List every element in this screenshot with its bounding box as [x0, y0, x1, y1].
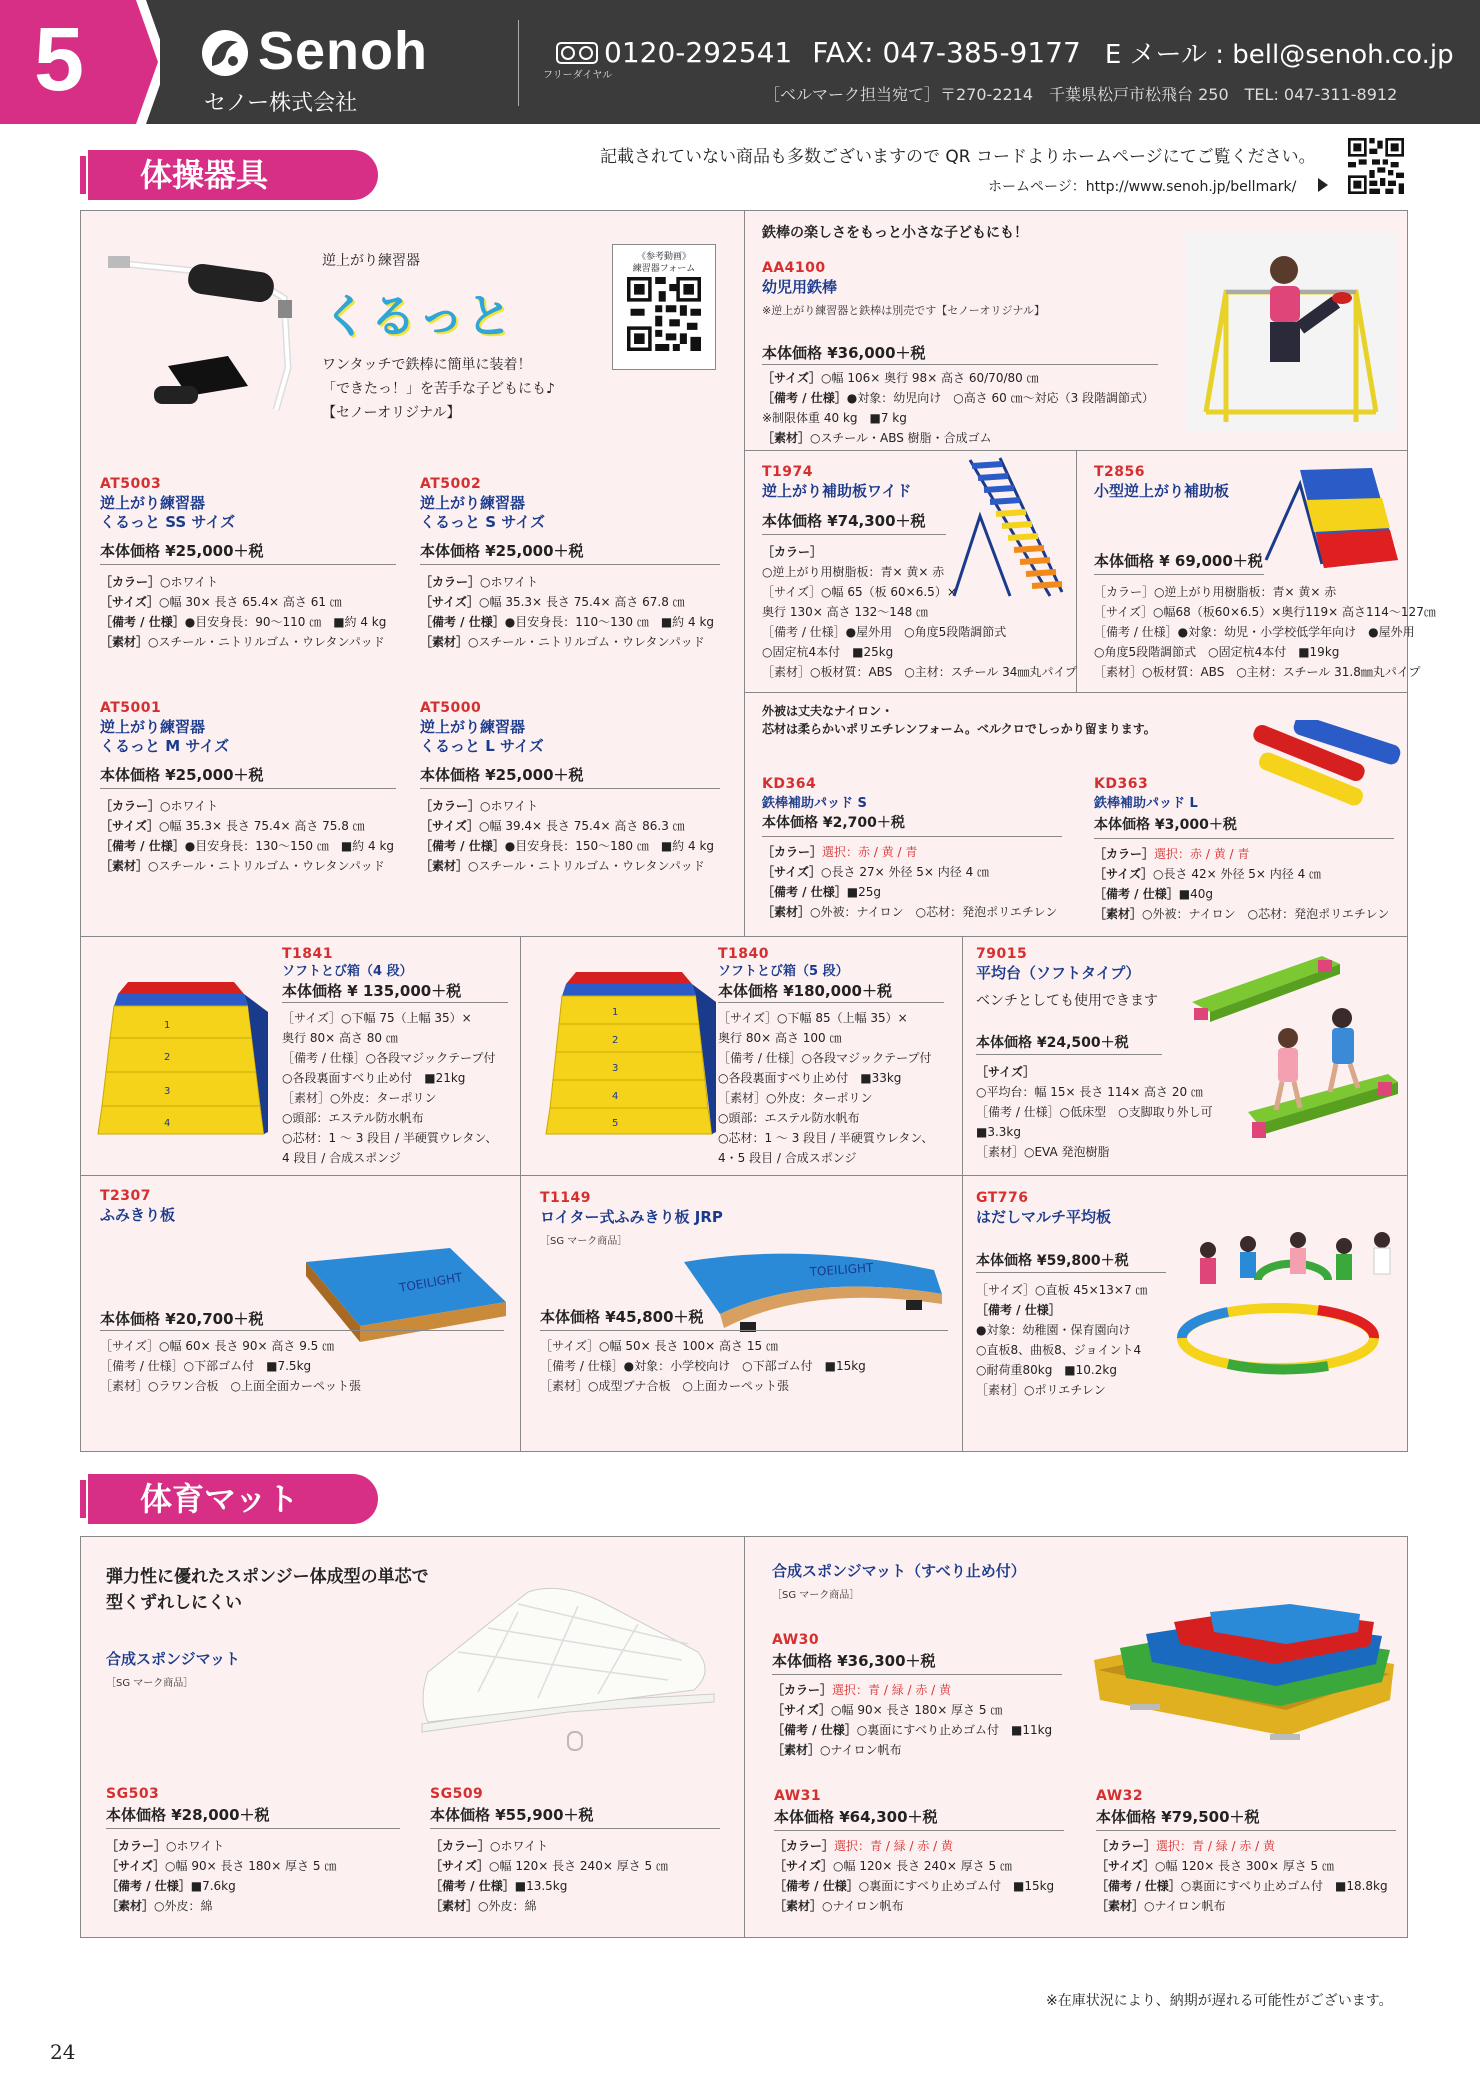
price-kd364: 本体価格 ¥2,700＋税 — [762, 815, 905, 831]
product-code-at5001: AT5001 — [100, 700, 162, 716]
header-divider — [518, 20, 519, 106]
svg-text:4: 4 — [612, 1091, 619, 1102]
specs-aw32: ［カラー］選択：青 / 緑 / 赤 / 黄 ［サイズ］○幅 120× 長さ 300× 厚さ 5 ㎝ ［備考 / 仕様］○裏面にすべり止めゴム付 ■18.8kg ［素材］○ナイロン帆布 — [1096, 1839, 1388, 1913]
mat-sg: ［SG マーク商品］ — [106, 1678, 194, 1689]
specs-gt776: ［サイズ］○直板 45×13×7 ㎝ ［備考 / 仕様］ ●対象：幼稚園・保育園向け ○直板8、曲板8、ジョイント4 ○耐荷重80kg ■10.2kg ［素材］○ポリエチレン — [976, 1283, 1148, 1397]
79015-catch: ベンチとしても使用できます — [976, 993, 1158, 1009]
product-code-t2307: T2307 — [100, 1188, 152, 1204]
fax-number: FAX: 047-385-9177 — [812, 36, 1081, 69]
aa4100-headline: 鉄棒の楽しさをもっと小さな子どもにも！ — [762, 225, 1028, 241]
specs-t2307: ［サイズ］○幅 60× 長さ 90× 高さ 9.5 ㎝ ［備考 / 仕様］○下部ゴム付 ■7.5kg ［素材］○ラワン合板 ○上面全面カーペット張 — [100, 1339, 361, 1393]
contact-line — [556, 34, 1454, 71]
product-code-t2856: T2856 — [1094, 464, 1146, 480]
svg-text:1: 1 — [164, 1020, 171, 1031]
mat-catch-2: 型くずれしにくい — [106, 1593, 242, 1613]
balance-beam-image — [1172, 942, 1402, 1162]
specs-t1974: ［カラー］ ○逆上がり用樹脂板：青× 黄× 赤 ［サイズ］○幅 65（板 60×6.5）× 奥行 130× 高さ 132～148 ㎝ ［備考 / 仕様］●屋外用 ○角度5段階調節式 ○固定杭4本付 ■25kg ［素材］○板材質：ABS ○主材：スチール 34㎜丸パイプ — [762, 545, 1078, 679]
product-name-antislip-mat: 合成スポンジマット（すべり止め付） — [772, 1562, 1026, 1580]
kurutto-desc-1: ワンタッチで鉄棒に簡単に装着！ — [322, 357, 532, 373]
vaulting-box-5-image — [542, 966, 718, 1138]
svg-text:3: 3 — [612, 1063, 619, 1074]
price-kd363: 本体価格 ¥3,000＋税 — [1094, 817, 1237, 833]
logo-text: Senoh — [258, 21, 429, 81]
price-at5002: 本体価格 ¥25,000＋税 — [420, 542, 584, 560]
pads-intro-2: 芯材は柔らかいポリエチレンフォーム。ベルクロでしっかり留まります。 — [762, 722, 1156, 736]
specs-at5003: ［カラー］○ホワイト ［サイズ］○幅 30× 長さ 65.4× 高さ 61 ㎝ ［備考 / 仕様］●目安身長：90～110 ㎝ ■約 4 kg ［素材］○スチール・ニトリルゴム・ウレタンパッド — [100, 575, 387, 649]
price-t2307: 本体価格 ¥20,700＋税 — [100, 1310, 264, 1328]
product-code-sg509: SG509 — [430, 1786, 484, 1802]
product-name-at5003-2: くるっと SS サイズ — [100, 513, 236, 531]
product-name-t2307: ふみきり板 — [100, 1206, 176, 1224]
assist-board-wide-image — [950, 456, 1068, 606]
pads-intro-1: 外被は丈夫なナイロン・ — [762, 704, 894, 718]
small-assist-board-image — [1262, 460, 1402, 580]
specs-79015: ［サイズ］ ○平均台：幅 15× 長さ 114× 高さ 20 ㎝ ［備考 / 仕様］○低床型 ○支脚取り外し可 ■3.3kg ［素材］○EVA 発泡樹脂 — [976, 1065, 1213, 1159]
kurutto-label: 逆上がり練習器 — [322, 253, 420, 269]
price-aw31: 本体価格 ¥64,300＋税 — [774, 1808, 938, 1826]
product-name-at5000-2: くるっと L サイズ — [420, 737, 544, 755]
product-code-aa4100: AA4100 — [762, 260, 826, 276]
product-code-kd363: KD363 — [1094, 776, 1149, 792]
multi-balance-board-image — [1168, 1210, 1402, 1380]
company-name: セノー株式会社 — [204, 91, 358, 116]
product-name-kd363: 鉄棒補助パッド L — [1094, 796, 1198, 811]
price-at5000: 本体価格 ¥25,000＋税 — [420, 766, 584, 784]
product-name-at5003-1: 逆上がり練習器 — [100, 494, 206, 512]
reuther-board-image — [680, 1240, 946, 1336]
product-name-at5001-2: くるっと M サイズ — [100, 737, 230, 755]
svg-text:2: 2 — [164, 1052, 171, 1063]
price-sg503: 本体価格 ¥28,000＋税 — [106, 1806, 270, 1824]
product-name-79015: 平均台（ソフトタイプ） — [976, 964, 1141, 982]
specs-aa4100: ［サイズ］○幅 106× 奥行 98× 高さ 60/70/80 ㎝ ［備考 / 仕様］●対象：幼児向け ○高さ 60 ㎝～対応（3 段階調節式） ※制限体重 40 kg ■7 kg ［素材］○スチール・ABS 樹脂・合成ゴム — [762, 371, 1155, 445]
product-name-t1841: ソフトとび箱（4 段） — [282, 964, 413, 979]
price-aw32: 本体価格 ¥79,500＋税 — [1096, 1808, 1260, 1826]
specs-at5002: ［カラー］○ホワイト ［サイズ］○幅 35.3× 長さ 75.4× 高さ 67.8 ㎝ ［備考 / 仕様］●目安身長：110～130 ㎝ ■約 4 kg ［素材］○スチール・ニトリルゴム・ウレタンパッド — [420, 575, 715, 649]
product-code-79015: 79015 — [976, 946, 1028, 962]
kurutto-desc-2: 「できたっ！」を苦手な子どもにも♪ — [322, 381, 555, 397]
qr-code-icon[interactable] — [1348, 138, 1404, 194]
specs-aw30: ［カラー］選択：青 / 緑 / 赤 / 黄 ［サイズ］○幅 90× 長さ 180× 厚さ 5 ㎝ ［備考 / 仕様］○裏面にすべり止めゴム付 ■11kg ［素材］○ナイロン帆布 — [772, 1683, 1053, 1757]
specs-t1149: ［サイズ］○幅 50× 長さ 100× 高さ 15 ㎝ ［備考 / 仕様］●対象：小学校向け ○下部ゴム付 ■15kg ［素材］○成型ブナ合板 ○上面カーペット張 — [540, 1339, 866, 1393]
price-at5003: 本体価格 ¥25,000＋税 — [100, 542, 264, 560]
specs-sg503: ［カラー］○ホワイト ［サイズ］○幅 90× 長さ 180× 厚さ 5 ㎝ ［備考 / 仕様］■7.6kg ［素材］○外皮：綿 — [106, 1839, 337, 1913]
mat-catch-1: 弾力性に優れたスポンジー体成型の単芯で — [106, 1567, 429, 1587]
section-gymnastics-header — [80, 150, 380, 200]
price-t1841: 本体価格 ¥ 135,000＋税 — [282, 982, 462, 1000]
product-code-gt776: GT776 — [976, 1190, 1029, 1206]
price-aa4100: 本体価格 ¥36,000＋税 — [762, 344, 926, 362]
qr-code-icon — [627, 277, 701, 351]
product-code-at5000: AT5000 — [420, 700, 482, 716]
product-name-aa4100: 幼児用鉄棒 — [762, 278, 838, 296]
product-name-t1974: 逆上がり補助板ワイド — [762, 482, 912, 500]
product-name-at5001-1: 逆上がり練習器 — [100, 718, 206, 736]
svg-text:3: 3 — [164, 1086, 171, 1097]
section-mat-header — [80, 1474, 380, 1524]
product-code-sg503: SG503 — [106, 1786, 160, 1802]
product-code-t1149: T1149 — [540, 1190, 592, 1206]
product-code-aw30: AW30 — [772, 1632, 820, 1648]
product-code-at5002: AT5002 — [420, 476, 482, 492]
product-code-at5003: AT5003 — [100, 476, 162, 492]
product-code-aw31: AW31 — [774, 1788, 822, 1804]
sponge-mat-image — [418, 1582, 718, 1768]
email: E メール : bell@senoh.co.jp — [1104, 40, 1454, 70]
product-name-t1840: ソフトとび箱（5 段） — [718, 964, 849, 979]
address: ［ベルマーク担当宛て］〒270-2214 千葉県松戸市松飛台 250 TEL: 047-311-8912 — [764, 85, 1398, 104]
arrow-right-icon — [1318, 178, 1328, 192]
price-t1974: 本体価格 ¥74,300＋税 — [762, 512, 926, 530]
springboard-image — [300, 1242, 510, 1350]
price-at5001: 本体価格 ¥25,000＋税 — [100, 766, 264, 784]
antislip-sg: ［SG マーク商品］ — [772, 1590, 860, 1601]
specs-t2856: ［カラー］○逆上がり用樹脂板：青× 黄× 赤 ［サイズ］○幅68（板60×6.5）×奥行119× 高さ114～127㎝ ［備考 / 仕様］●対象：幼児・小学校低学年向け ●屋外用 ○角度5段階調節式 ○固定杭4本付 ■19kg ［素材］○板材質：ABS ○主材：スチール 31.8㎜丸パイプ — [1094, 585, 1436, 679]
product-name-at5002-1: 逆上がり練習器 — [420, 494, 526, 512]
board-brand-label: TOEILIGHT — [809, 1260, 874, 1279]
reference-video-qr[interactable]: 《参考動画》 練習器フォーム — [612, 244, 716, 370]
product-name-sponge-mat: 合成スポンジマット — [106, 1650, 241, 1668]
product-code-t1840: T1840 — [718, 946, 770, 962]
price-t1840: 本体価格 ¥180,000＋税 — [718, 982, 892, 1000]
price-aw30: 本体価格 ¥36,300＋税 — [772, 1652, 936, 1670]
senoh-logo-icon — [200, 28, 250, 78]
product-name-kd364: 鉄棒補助パッド S — [762, 796, 867, 811]
board-brand-label: TOEILIGHT — [398, 1270, 464, 1295]
section-title: 体操器具 — [88, 150, 378, 200]
t1149-sg: ［SG マーク商品］ — [540, 1236, 628, 1247]
price-79015: 本体価格 ¥24,500＋税 — [976, 1035, 1129, 1051]
product-name-at5002-2: くるっと S サイズ — [420, 513, 546, 531]
svg-text:2: 2 — [612, 1035, 619, 1046]
price-t1149: 本体価格 ¥45,800＋税 — [540, 1308, 704, 1326]
svg-text:1: 1 — [612, 1007, 619, 1018]
price-sg509: 本体価格 ¥55,900＋税 — [430, 1806, 594, 1824]
page-number: 5 — [34, 10, 85, 110]
kurutto-logo: くるっと — [322, 289, 514, 343]
free-dial-number: 0120-292541 — [604, 36, 793, 69]
section-title: 体育マット — [88, 1474, 378, 1524]
product-name-t1149: ロイター式ふみきり板 JRP — [540, 1208, 723, 1226]
product-name-at5000-1: 逆上がり練習器 — [420, 718, 526, 736]
product-name-gt776: はだしマルチ平均板 — [976, 1208, 1112, 1226]
price-t2856: 本体価格 ¥ 69,000＋税 — [1094, 552, 1263, 570]
specs-aw31: ［カラー］選択：青 / 緑 / 赤 / 黄 ［サイズ］○幅 120× 長さ 240× 厚さ 5 ㎝ ［備考 / 仕様］○裏面にすべり止めゴム付 ■15kg ［素材］○ナイロン帆布 — [774, 1839, 1055, 1913]
specs-sg509: ［カラー］○ホワイト ［サイズ］○幅 120× 長さ 240× 厚さ 5 ㎝ ［備考 / 仕様］■13.5kg ［素材］○外皮：綿 — [430, 1839, 668, 1913]
product-code-aw32: AW32 — [1096, 1788, 1144, 1804]
product-code-t1974: T1974 — [762, 464, 814, 480]
svg-text:5: 5 — [612, 1118, 619, 1129]
specs-kd363: ［カラー］選択：赤 / 黄 / 青 ［サイズ］○長さ 42× 外径 5× 内径 4 ㎝ ［備考 / 仕様］■40g ［素材］○外被：ナイロン ○芯材：発泡ポリエチレン — [1094, 847, 1390, 921]
kurutto-trainer-image — [98, 246, 298, 432]
notice-text: 記載されていない商品も多数ございますので QR コードよりホームページにてご覧ください。 — [600, 147, 1316, 167]
homepage-link[interactable]: ホームページ：http://www.senoh.jp/bellmark/ — [988, 179, 1297, 195]
specs-at5000: ［カラー］○ホワイト ［サイズ］○幅 39.4× 長さ 75.4× 高さ 86.3 ㎝ ［備考 / 仕様］●目安身長：150～180 ㎝ ■約 4 kg ［素材］○スチール・ニトリルゴム・ウレタンパッド — [420, 799, 715, 873]
page-number-footer: 24 — [50, 2040, 76, 2064]
toddler-bar-image — [1186, 232, 1396, 432]
product-name-t2856: 小型逆上がり補助板 — [1094, 482, 1230, 500]
bar-pads-image — [1236, 720, 1406, 820]
vaulting-box-4-image — [94, 972, 270, 1140]
specs-kd364: ［カラー］選択：赤 / 黄 / 青 ［サイズ］○長さ 27× 外径 5× 内径 4 ㎝ ［備考 / 仕様］■25g ［素材］○外被：ナイロン ○芯材：発泡ポリエチレン — [762, 845, 1058, 919]
price-gt776: 本体価格 ¥59,800＋税 — [976, 1253, 1129, 1269]
aa4100-note: ※逆上がり練習器と鉄棒は別売です【セノーオリジナル】 — [762, 304, 1046, 317]
specs-at5001: ［カラー］○ホワイト ［サイズ］○幅 35.3× 長さ 75.4× 高さ 75.8 ㎝ ［備考 / 仕様］●目安身長：130～150 ㎝ ■約 4 kg ［素材］○スチール・ニトリルゴム・ウレタンパッド — [100, 799, 395, 873]
colored-mats-image — [1090, 1600, 1400, 1746]
specs-t1841: ［サイズ］○下幅 75（上幅 35）× 奥行 80× 高さ 80 ㎝ ［備考 / 仕様］○各段マジックテープ付 ○各段裏面すべり止め付 ■21kg ［素材］○外皮：ターポリン ○頭部：エステル防水帆布 ○芯材：1 ～ 3 段目 / 半硬質ウレタン、 4 段目 / 合成スポンジ — [282, 1011, 498, 1165]
page-header — [0, 0, 1480, 124]
kurutto-desc-3: 【セノーオリジナル】 — [322, 405, 461, 421]
free-dial-icon — [556, 42, 598, 64]
stock-footnote: ※在庫状況により、納期が遅れる可能性がございます。 — [1046, 1993, 1393, 2009]
product-code-t1841: T1841 — [282, 946, 334, 962]
specs-t1840: ［サイズ］○下幅 85（上幅 35）× 奥行 80× 高さ 100 ㎝ ［備考 / 仕様］○各段マジックテープ付 ○各段裏面すべり止め付 ■33kg ［素材］○外皮：ターポリン ○頭部：エステル防水帆布 ○芯材：1 ～ 3 段目 / 半硬質ウレタン、 4・5 段目 / 合成スポンジ — [718, 1011, 934, 1165]
svg-text:4: 4 — [164, 1118, 171, 1129]
free-dial-label: フリーダイヤル — [543, 70, 613, 81]
product-code-kd364: KD364 — [762, 776, 817, 792]
